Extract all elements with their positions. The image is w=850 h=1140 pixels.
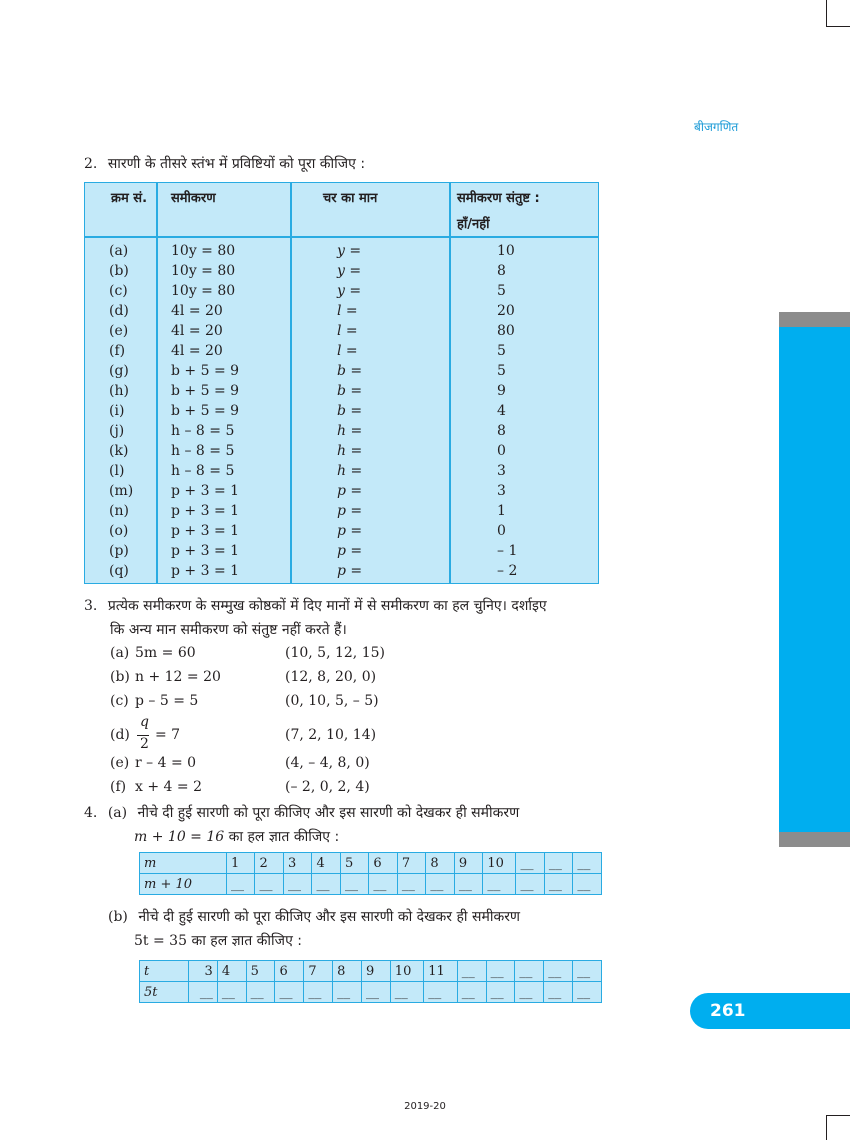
table-cell: __ [275, 982, 304, 1003]
row-value: 5 [497, 283, 506, 299]
q3-line1 [84, 596, 547, 616]
q3-equation: p – 5 = 5 [135, 693, 199, 709]
table-cell: __ [515, 982, 544, 1003]
row-equation: h – 8 = 5 [171, 443, 235, 459]
q3-option-values: (4, – 4, 8, 0) [285, 755, 370, 771]
row-head: m + 10 [140, 874, 227, 895]
q3-equation: n + 12 = 20 [135, 669, 221, 685]
row-value: 0 [497, 523, 506, 539]
side-grey-band [779, 312, 850, 327]
row-label: (h) [109, 383, 129, 399]
q3-option-values: (7, 2, 10, 14) [285, 727, 377, 743]
table-row [85, 403, 598, 423]
crop-mark [826, 26, 850, 27]
row-variable: p = [337, 503, 363, 519]
table-cell: __ [255, 874, 283, 895]
table-row [140, 982, 602, 1003]
table-cell: 7 [397, 853, 425, 874]
q4a-line2-text: का हल ज्ञात कीजिए : [228, 829, 340, 845]
footer-year: 2019-20 [404, 1101, 446, 1112]
table-row [140, 961, 602, 982]
table-cell: __ [515, 961, 544, 982]
table-cell: 9 [361, 961, 390, 982]
row-variable: p = [337, 563, 363, 579]
row-value: – 1 [497, 543, 518, 559]
crop-mark [826, 1115, 827, 1140]
table-cell: 3 [189, 961, 218, 982]
row-equation: b + 5 = 9 [171, 383, 240, 399]
table-cell: 3 [283, 853, 311, 874]
table-cell: __ [457, 961, 486, 982]
table-cell: __ [454, 874, 482, 895]
row-value: 8 [497, 423, 506, 439]
table-cell: 8 [426, 853, 454, 874]
row-label: (l) [109, 463, 125, 479]
q4b-line1 [108, 907, 520, 927]
q3-fraction-denominator: 2 [140, 736, 149, 752]
table-cell: __ [573, 853, 602, 874]
row-variable: p = [337, 483, 363, 499]
q3-equation: x + 4 = 2 [135, 779, 202, 795]
q4b-table [139, 960, 602, 1003]
row-variable: y = [337, 263, 362, 279]
row-equation: p + 3 = 1 [171, 483, 240, 499]
table-cell: __ [486, 961, 515, 982]
row-equation: b + 5 = 9 [171, 403, 240, 419]
q4b-label: (b) [108, 909, 128, 925]
side-tab [779, 327, 850, 832]
q3-fraction-numerator: q [140, 714, 149, 730]
q4a-equation: m + 10 = 16 [134, 829, 225, 845]
row-value: 5 [497, 363, 506, 379]
row-value: 1 [497, 503, 506, 519]
table-cell: __ [544, 874, 572, 895]
q4a-text: नीचे दी हुई सारणी को पूरा कीजिए और इस सारणी को देखकर ही समीकरण [137, 805, 520, 821]
row-equation: 4l = 20 [171, 303, 223, 319]
table-cell: 7 [304, 961, 333, 982]
row-equation: 10y = 80 [171, 263, 236, 279]
row-equation: h – 8 = 5 [171, 423, 235, 439]
table-row [85, 483, 598, 503]
row-value: 4 [497, 403, 506, 419]
row-label: (n) [109, 503, 129, 519]
row-value: 5 [497, 343, 506, 359]
table-cell: 5 [340, 853, 368, 874]
table-row [85, 383, 598, 403]
row-equation: p + 3 = 1 [171, 563, 240, 579]
row-variable: h = [337, 423, 363, 439]
row-label: (g) [109, 363, 129, 379]
row-label: (a) [109, 243, 129, 259]
crop-mark [826, 1115, 850, 1116]
row-equation: 4l = 20 [171, 323, 223, 339]
table-row [85, 303, 598, 323]
table-cell: __ [544, 853, 572, 874]
q3-item-label: (d) [110, 727, 130, 743]
table-row [85, 323, 598, 343]
col-header-serial: क्रम सं. [111, 191, 148, 206]
row-value: 3 [497, 483, 506, 499]
q3-option-values: (– 2, 0, 2, 4) [285, 779, 370, 795]
row-equation: b + 5 = 9 [171, 363, 240, 379]
table-cell: __ [573, 982, 602, 1003]
q3-equation-rest: = 7 [155, 727, 181, 743]
q3-item-label: (b) [110, 669, 130, 685]
table-cell: 6 [275, 961, 304, 982]
col-header-equation: समीकरण [171, 191, 216, 206]
row-label: (e) [109, 323, 129, 339]
q2-text: सारणी के तीसरे स्तंभ में प्रविष्टियों को पूरा कीजिए : [107, 156, 366, 172]
col-header-yes-no: हाँ/नहीं [457, 217, 490, 232]
row-label: (d) [109, 303, 129, 319]
q4b-line2 [134, 931, 302, 951]
row-label: (c) [109, 283, 128, 299]
row-value: 10 [497, 243, 515, 259]
table-cell: 11 [424, 961, 457, 982]
row-value: 3 [497, 463, 506, 479]
table-cell: __ [426, 874, 454, 895]
row-equation: p + 3 = 1 [171, 543, 240, 559]
page-number: 261 [710, 1001, 746, 1021]
row-label: (f) [109, 343, 126, 359]
table-cell: __ [283, 874, 311, 895]
row-label: (j) [109, 423, 125, 439]
row-value: 0 [497, 443, 506, 459]
page-number-badge [690, 993, 850, 1029]
q2-number: 2. [84, 156, 98, 172]
q2-title [84, 154, 365, 174]
row-value: 80 [497, 323, 515, 339]
row-label: (m) [109, 483, 134, 499]
row-variable: b = [337, 383, 363, 399]
q3-equation: 5m = 60 [135, 645, 196, 661]
row-variable: b = [337, 363, 363, 379]
row-head: m [140, 853, 227, 874]
table-cell: __ [304, 982, 333, 1003]
table-row [85, 463, 598, 483]
q3-item-label: (c) [110, 693, 129, 709]
row-label: (p) [109, 543, 129, 559]
row-equation: p + 3 = 1 [171, 503, 240, 519]
row-variable: y = [337, 283, 362, 299]
table-cell: __ [246, 982, 275, 1003]
q4b-text: नीचे दी हुई सारणी को पूरा कीजिए और इस सारणी को देखकर ही समीकरण [138, 909, 521, 925]
q3-option-values: (0, 10, 5, – 5) [285, 693, 379, 709]
q3-text: प्रत्येक समीकरण के सम्मुख कोष्ठकों में दिए मानों में से समीकरण का हल चुनिए। दर्शाइए [107, 598, 547, 614]
table-cell: __ [369, 874, 397, 895]
table-row [85, 283, 598, 303]
col-header-satisfied: समीकरण संतुष्ट : [457, 191, 540, 206]
equation-table [84, 182, 599, 584]
q4b-line2-text: का हल ज्ञात कीजिए : [191, 933, 302, 949]
table-cell: 10 [390, 961, 423, 982]
row-variable: h = [337, 443, 363, 459]
table-row [85, 263, 598, 283]
table-cell: __ [516, 853, 544, 874]
row-head: 5t [140, 982, 189, 1003]
q3-number: 3. [84, 598, 98, 614]
table-cell: __ [573, 874, 602, 895]
q3-item-label: (e) [110, 755, 130, 771]
q4a-table [139, 852, 602, 895]
row-equation: 10y = 80 [171, 283, 236, 299]
row-label: (i) [109, 403, 125, 419]
row-equation: 4l = 20 [171, 343, 223, 359]
table-cell: 1 [227, 853, 255, 874]
q4a-label: (a) [107, 805, 128, 821]
table-cell: 9 [454, 853, 482, 874]
table-row [85, 503, 598, 523]
row-value: 9 [497, 383, 506, 399]
row-variable: l = [337, 323, 358, 339]
table-cell: __ [457, 982, 486, 1003]
q3-item-label: (f) [110, 779, 127, 795]
table-cell: __ [397, 874, 425, 895]
q4a-line1 [84, 803, 519, 823]
row-value: 8 [497, 263, 506, 279]
table-cell: __ [312, 874, 340, 895]
row-variable: y = [337, 243, 362, 259]
q4b-equation: 5t = 35 [134, 933, 187, 949]
table-cell: __ [227, 874, 255, 895]
row-label: (o) [109, 523, 129, 539]
table-cell: __ [424, 982, 457, 1003]
row-label: (k) [109, 443, 129, 459]
table-row [85, 563, 598, 583]
q4a-line2 [134, 827, 339, 847]
table-cell: 6 [369, 853, 397, 874]
table-row [85, 243, 598, 263]
row-variable: b = [337, 403, 363, 419]
row-label: (b) [109, 263, 129, 279]
row-variable: l = [337, 343, 358, 359]
table-cell: __ [333, 982, 362, 1003]
col-header-variable: चर का मान [323, 191, 378, 206]
row-variable: h = [337, 463, 363, 479]
table-row [85, 543, 598, 563]
q3-option-values: (10, 5, 12, 15) [285, 645, 385, 661]
table-cell: 4 [312, 853, 340, 874]
table-cell: __ [486, 982, 515, 1003]
row-value: – 2 [497, 563, 518, 579]
row-variable: l = [337, 303, 358, 319]
table-cell: __ [390, 982, 423, 1003]
q3-line2: कि अन्य मान समीकरण को संतुष्ट नहीं करते हैं। [110, 622, 347, 638]
table-cell: __ [340, 874, 368, 895]
row-equation: 10y = 80 [171, 243, 236, 259]
row-equation: p + 3 = 1 [171, 523, 240, 539]
table-row [85, 523, 598, 543]
table-cell: __ [573, 961, 602, 982]
crop-mark [826, 0, 827, 27]
side-grey-band [779, 832, 850, 847]
table-row [85, 423, 598, 443]
row-head: t [140, 961, 189, 982]
q3-item-label: (a) [110, 645, 130, 661]
q3-option-values: (12, 8, 20, 0) [285, 669, 377, 685]
row-variable: p = [337, 523, 363, 539]
table-row [140, 853, 602, 874]
row-variable: p = [337, 543, 363, 559]
table-row [85, 443, 598, 463]
table-cell: __ [217, 982, 246, 1003]
table-row [85, 363, 598, 383]
row-equation: h – 8 = 5 [171, 463, 235, 479]
table-cell: __ [483, 874, 516, 895]
table-cell: 5 [246, 961, 275, 982]
row-value: 20 [497, 303, 515, 319]
table-cell: __ [516, 874, 544, 895]
table-row [140, 874, 602, 895]
table-cell: 2 [255, 853, 283, 874]
table-cell: __ [361, 982, 390, 1003]
table-row [85, 343, 598, 363]
q4-number: 4. [84, 805, 98, 821]
table-cell: __ [189, 982, 218, 1003]
table-cell: 10 [483, 853, 516, 874]
chapter-title: बीजगणित [694, 120, 739, 134]
table-cell: __ [544, 961, 573, 982]
table-cell: 8 [333, 961, 362, 982]
row-label: (q) [109, 563, 129, 579]
table-cell: 4 [217, 961, 246, 982]
q3-equation: r – 4 = 0 [135, 755, 197, 771]
table-cell: __ [544, 982, 573, 1003]
